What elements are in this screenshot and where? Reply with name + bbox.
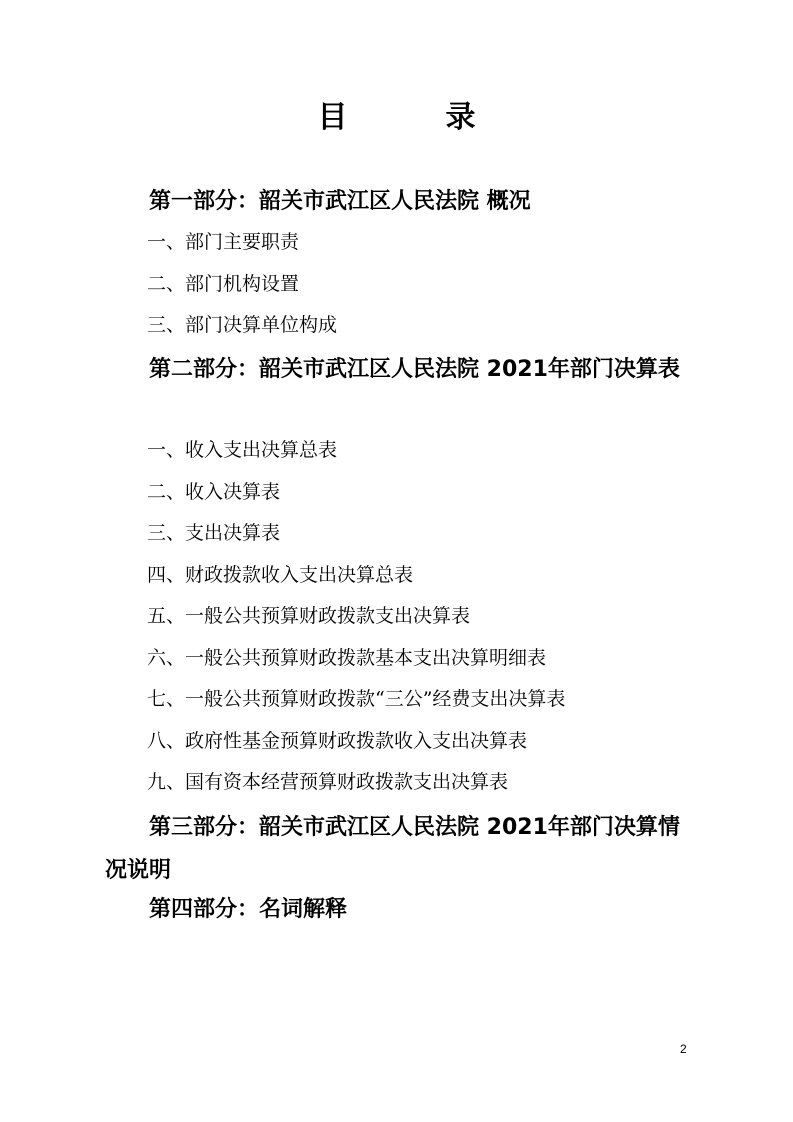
toc-item: 一、部门主要职责: [147, 231, 300, 253]
toc-item: 三、支出决算表: [147, 522, 281, 544]
toc-item: 六、一般公共预算财政拨款基本支出决算明细表: [147, 647, 547, 669]
toc-section-3: 第三部分：韶关市武江区人民法院 2021年部门决算情况说明: [105, 815, 680, 883]
toc-item: 二、部门机构设置: [147, 273, 300, 295]
toc-section-1: 第一部分：韶关市武江区人民法院 概况: [149, 189, 531, 214]
toc-item: 七、一般公共预算财政拨款“三公”经费支出决算表: [147, 688, 566, 710]
toc-title-char-2: 录: [445, 100, 476, 135]
toc-title: [0, 98, 793, 138]
toc-title-char-1: 目: [317, 100, 348, 135]
toc-item: 八、政府性基金预算财政拨款收入支出决算表: [147, 730, 528, 752]
toc-item: 三、部门决算单位构成: [147, 314, 338, 336]
toc-section-2: 第二部分：韶关市武江区人民法院 2021年部门决算表: [149, 357, 680, 382]
toc-item: 四、财政拨款收入支出决算总表: [147, 564, 414, 586]
toc-item: 二、收入决算表: [147, 481, 281, 503]
toc-section-4: 第四部分：名词解释: [149, 897, 348, 922]
toc-item: 九、国有资本经营预算财政拨款支出决算表: [147, 771, 509, 793]
toc-item: 一、收入支出决算总表: [147, 439, 338, 461]
page-number: 2: [680, 1042, 687, 1056]
toc-item: 五、一般公共预算财政拨款支出决算表: [147, 605, 471, 627]
